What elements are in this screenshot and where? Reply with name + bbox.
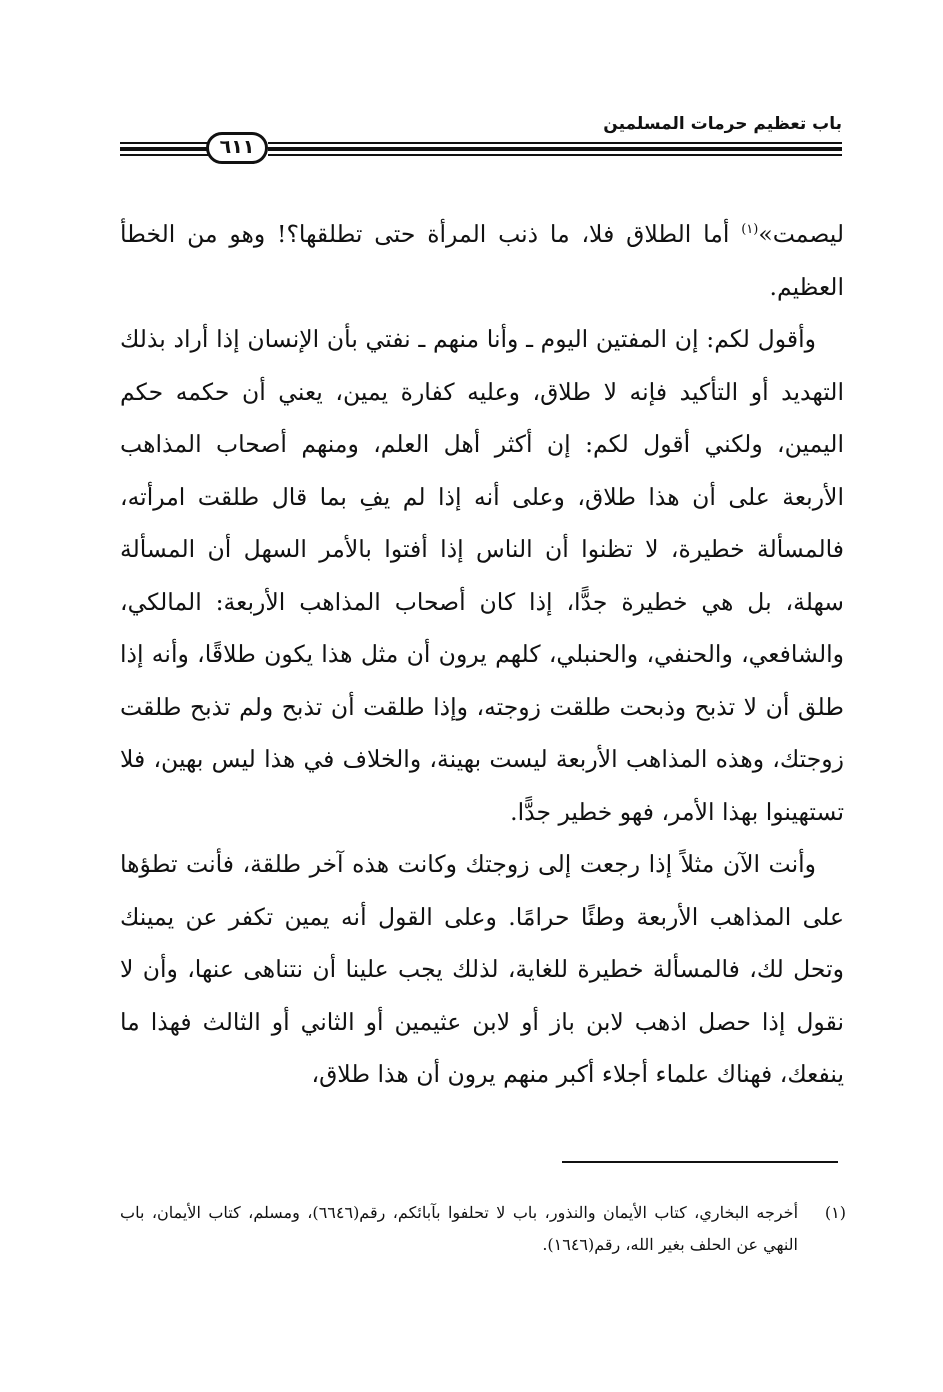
paragraph-2: وأقول لكم: إن المفتين اليوم ـ وأنا منهم ـ نفتي بأن الإنسان إذا أراد بذلك التهديد أو التأكيد فإنه لا طلاق، وعليه كفارة يمين، يعني أن حكمه حكم اليمين، ولكني أقول لكم: إن أكثر أهل العلم، ومنهم أصحاب المذاهب الأربعة على أن هذا طلاق، وعلى أنه إذا لم يفِ بما قال طلقت امرأته، فالمسألة خطيرة، لا تظنوا أن الناس إذا أفتوا بالأمر السهل أن المسألة سهلة، بل هي خطيرة جدًّا، إذا كان أصحاب المذاهب الأربعة: المالكي، والشافعي، والحنفي، والحنبلي، كلهم يرون أن مثل هذا يكون طلاقًا، وأنه إذا طلق أن لا تذبح وذبحت طلقت زوجته، وإذا طلقت أن تذبح ولم تذبح طلقت زوجتك، وهذه المذاهب الأربعة ليست بهينة، والخلاف في هذا ليس بهين، فلا تستهينوا بهذا الأمر، فهو خطير جدًّا.: [120, 325, 844, 826]
paragraph-1: [120, 208, 844, 313]
page-number: ٦١١: [206, 132, 268, 164]
footnote-marker: (١): [824, 1203, 846, 1222]
chapter-title: باب تعظيم حرمات المسلمين: [603, 114, 842, 134]
body-text: [120, 208, 844, 1101]
header-rule-right: [268, 142, 842, 156]
header-rule-left: [120, 142, 208, 156]
footnote-text: أخرجه البخاري، كتاب الأيمان والنذور، باب لا تحلفوا بآبائكم، رقم(٦٦٤٦)، ومسلم، كتاب الأيمان، باب النهي عن الحلف بغير الله، رقم(١٦٤٦).: [120, 1203, 799, 1254]
paragraph-3: وأنت الآن مثلاً إذا رجعت إلى زوجتك وكانت هذه آخر طلقة، فأنت تطؤها على المذاهب الأربعة وطئًا حرامًا. وعلى القول أنه يمين تكفر عن يمينك وتحل لك، فالمسألة خطيرة للغاية، لذلك يجب علينا أن نتناهى عنها، وأن لا نقول إذا حصل اذهب لابن باز أو لابن عثيمين أو الثاني أو الثالث فهذا ما ينفعك، فهناك علماء أجلاء أكبر منهم يرون أن هذا طلاق،: [120, 850, 844, 1088]
page-header: [120, 112, 842, 158]
footnotes: [120, 1197, 848, 1261]
footnote-reference: (١): [741, 222, 759, 238]
footnote-1: [120, 1197, 848, 1261]
paragraph-1-text: أما الطلاق فلا، ما ذنب المرأة حتى تطلقها؟! وهو من الخطأ العظيم.: [120, 220, 844, 301]
footnote-separator: [562, 1161, 838, 1163]
paragraph-1-lead: ليصمت»: [758, 220, 844, 248]
